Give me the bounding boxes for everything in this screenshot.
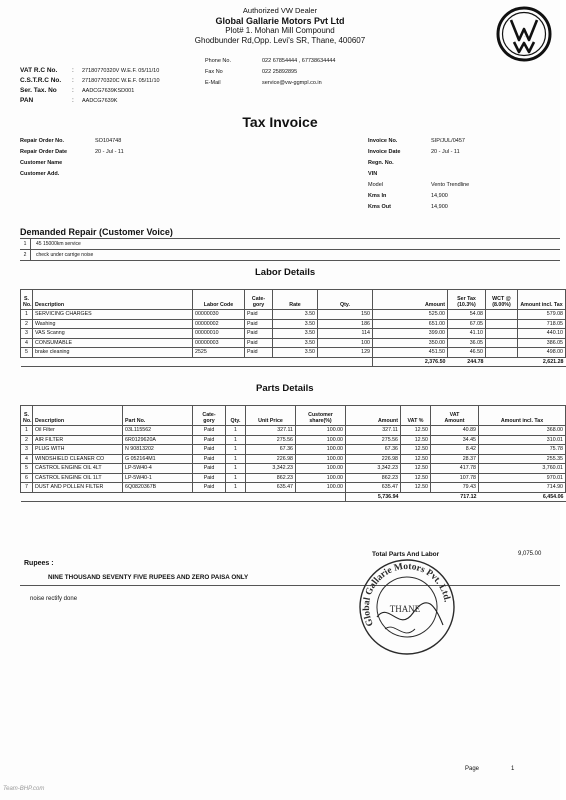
invoice-title: Tax Invoice — [242, 114, 318, 130]
empty-cell — [33, 492, 123, 502]
cell-unit-price: 67.36 — [246, 445, 296, 455]
empty-cell — [193, 357, 245, 367]
cell-ser-tax: 41.10 — [448, 329, 486, 339]
tax-id-label: VAT R.C No. — [20, 67, 58, 74]
labor-header-row — [21, 290, 566, 310]
cell-category: Paid — [193, 435, 226, 445]
cell-customer-share: 100.00 — [296, 454, 346, 464]
cell-labor-code: 00000010 — [193, 329, 245, 339]
col-part-no: Part No. — [123, 406, 193, 426]
empty-cell — [123, 492, 193, 502]
cell-vat-amount: 417.78 — [431, 464, 479, 474]
cell-category: Paid — [193, 464, 226, 474]
col-sno: S. No. — [21, 290, 33, 310]
cell-amount: 275.56 — [346, 435, 401, 445]
cell-category: Paid — [193, 426, 226, 436]
cell-description: PLUG WITH — [33, 445, 123, 455]
cell-sno: 7 — [21, 483, 33, 493]
meta-value: 14,900 — [431, 193, 448, 199]
cell-vat-pct: 12.50 — [401, 435, 431, 445]
col-description: Description — [33, 290, 193, 310]
cell-amount: 399.00 — [373, 329, 448, 339]
cell-unit-price: 3,342.23 — [246, 464, 296, 474]
cell-customer-share: 100.00 — [296, 483, 346, 493]
col-amount-incl-tax: Amount incl. Tax — [479, 406, 566, 426]
cell-qty: 1 — [226, 426, 246, 436]
cell-rate: 3.50 — [273, 329, 318, 339]
parts-details-title: Parts Details — [256, 383, 314, 394]
tax-id-value: 27180770320V W.E.F. 05/11/10 — [82, 68, 160, 74]
meta-value: SO104748 — [95, 138, 122, 144]
table-row — [21, 473, 566, 483]
cell-part-no: LP-5W40-1 — [123, 473, 193, 483]
divider — [20, 585, 560, 586]
cell-vat-pct: 12.50 — [401, 473, 431, 483]
cell-part-no: 6Q0820367B — [123, 483, 193, 493]
cell-sno: 3 — [21, 329, 33, 339]
cell-unit-price: 327.11 — [246, 426, 296, 436]
cell-description: Oil Filter — [33, 426, 123, 436]
meta-label: Kms Out — [368, 204, 391, 210]
cell-ser-tax: 36.05 — [448, 338, 486, 348]
cell-description: SERVICING CHARGES — [33, 310, 193, 320]
cell-unit-price: 635.47 — [246, 483, 296, 493]
address-line-2: Ghodbunder Rd,Opp. Levi's SR, Thane, 400607 — [194, 36, 366, 45]
vw-logo-icon — [496, 6, 552, 62]
contact-label: E-Mail — [205, 80, 221, 86]
amount-in-words: NINE THOUSAND SEVENTY FIVE RUPEES AND ZERO PAISA ONLY — [48, 574, 249, 581]
cell-part-no: LP-5W40-4 — [123, 464, 193, 474]
cell-wct — [486, 319, 518, 329]
meta-row — [20, 136, 124, 147]
address-line-1: Plot# 1. Mohan Mill Compound — [225, 26, 335, 35]
cell-amount: 651.00 — [373, 319, 448, 329]
meta-label: Repair Order Date — [20, 149, 68, 155]
item-no: 2 — [20, 250, 31, 260]
empty-cell — [246, 492, 296, 502]
tax-id-row: VAT R.C No. : 27180770320V W.E.F. 05/11/10 — [20, 67, 160, 74]
meta-value: 20 - Jul - 11 — [95, 149, 124, 155]
cell-labor-code: 00000003 — [193, 338, 245, 348]
meta-label: Model — [368, 182, 383, 188]
cell-qty: 1 — [226, 435, 246, 445]
cell-description: DUST AND POLLEN FILTER — [33, 483, 123, 493]
cell-part-no: N 90813202 — [123, 445, 193, 455]
cell-labor-code: 00000030 — [193, 310, 245, 320]
dealer-header — [0, 6, 560, 46]
company-stamp-icon — [355, 555, 459, 659]
cell-customer-share: 100.00 — [296, 473, 346, 483]
cell-unit-price: 226.98 — [246, 454, 296, 464]
cell-amount-incl-tax: 368.00 — [479, 426, 566, 436]
contact-value: 022 67854444 , 67738634444 — [262, 58, 336, 64]
cell-wct — [486, 348, 518, 358]
cell-amount-incl-tax: 255.35 — [479, 454, 566, 464]
col-ser-tax: Ser Tax (10.3%) — [448, 290, 486, 310]
tax-id-row: Ser. Tax. No : AADCG7639KSD001 — [20, 87, 135, 94]
table-row — [21, 329, 566, 339]
col-sno: S. No. — [21, 406, 33, 426]
empty-cell — [245, 357, 273, 367]
order-meta — [20, 136, 124, 180]
col-category: Cate- gory — [245, 290, 273, 310]
meta-label: Invoice Date — [368, 149, 401, 155]
parts-total-vat: 717.12 — [431, 492, 479, 502]
cell-sno: 5 — [21, 348, 33, 358]
meta-row — [20, 169, 124, 180]
labor-total-amount: 2,376.50 — [373, 357, 448, 367]
list-item — [20, 250, 560, 261]
contact-row-email — [205, 78, 335, 89]
cell-sno: 4 — [21, 454, 33, 464]
meta-row — [368, 136, 469, 147]
cell-qty: 1 — [226, 464, 246, 474]
cell-part-no: 03L115562 — [123, 426, 193, 436]
labor-total-incl-tax: 2,621.28 — [518, 357, 566, 367]
cell-vat-amount: 8.42 — [431, 445, 479, 455]
empty-cell — [486, 357, 518, 367]
cell-vat-pct: 12.50 — [401, 445, 431, 455]
cell-amount: 226.98 — [346, 454, 401, 464]
cell-amount-incl-tax: 714.90 — [479, 483, 566, 493]
col-rate: Rate — [273, 290, 318, 310]
meta-label: Customer Name — [20, 160, 63, 166]
parts-total-amount: 5,736.94 — [346, 492, 401, 502]
col-qty: Qty. — [226, 406, 246, 426]
stamp-center-text: THANE — [389, 604, 421, 614]
cell-amount: 350.00 — [373, 338, 448, 348]
meta-row — [368, 158, 469, 169]
cell-vat-amount: 107.78 — [431, 473, 479, 483]
cell-vat-amount: 40.89 — [431, 426, 479, 436]
col-description: Description — [33, 406, 123, 426]
stamp-ring-text: Global Gallarie Motors Pvt. Ltd. — [361, 561, 452, 628]
page-label: Page — [465, 766, 480, 772]
company-name: Global Gallarie Motors Pvt Ltd — [215, 16, 345, 26]
cell-description: CONSUMABLE — [33, 338, 193, 348]
tax-id-value: 27180770320C W.E.F. 05/11/10 — [82, 78, 160, 84]
cell-wct — [486, 329, 518, 339]
cell-rate: 3.50 — [273, 348, 318, 358]
contact-row-fax — [205, 67, 335, 78]
cell-labor-code: 00000002 — [193, 319, 245, 329]
meta-label: Regn. No. — [368, 160, 394, 166]
meta-value: Vento Trendline — [431, 182, 470, 188]
remark-note: noise rectify done — [30, 596, 78, 602]
cell-vat-pct: 12.50 — [401, 426, 431, 436]
meta-value: 20 - Jul - 11 — [431, 149, 460, 155]
parts-table — [20, 405, 566, 502]
parts-total-incl-tax: 6,454.06 — [479, 492, 566, 502]
col-vat-amount: VAT Amount — [431, 406, 479, 426]
cell-amount-incl-tax: 75.78 — [479, 445, 566, 455]
cell-category: Paid — [193, 445, 226, 455]
tax-id-value: AADCG7639K — [82, 98, 118, 104]
cell-amount-incl-tax: 3,760.01 — [479, 464, 566, 474]
table-row — [21, 338, 566, 348]
meta-row — [368, 147, 469, 158]
tax-id-row: PAN : AADCG7639K — [20, 97, 118, 104]
cell-wct — [486, 338, 518, 348]
col-customer-share: Customer share(%) — [296, 406, 346, 426]
cell-customer-share: 100.00 — [296, 464, 346, 474]
cell-qty: 150 — [318, 310, 373, 320]
tax-id-label: C.S.T.R.C No. — [20, 77, 62, 84]
meta-value: 14,900 — [431, 204, 448, 210]
cell-part-no: G 052164M1 — [123, 454, 193, 464]
cell-sno: 6 — [21, 473, 33, 483]
table-row — [21, 426, 566, 436]
cell-amount-incl-tax: 970.01 — [479, 473, 566, 483]
tax-ids-block — [20, 66, 160, 106]
cell-ser-tax: 54.08 — [448, 310, 486, 320]
cell-amount: 635.47 — [346, 483, 401, 493]
cell-vat-pct: 12.50 — [401, 483, 431, 493]
cell-amount: 525.00 — [373, 310, 448, 320]
cell-amount: 3,342.23 — [346, 464, 401, 474]
cell-description: CASTROL ENGINE OIL 4LT — [33, 464, 123, 474]
cell-unit-price: 275.56 — [246, 435, 296, 445]
cell-category: Paid — [193, 473, 226, 483]
meta-row — [368, 180, 469, 191]
meta-row — [20, 147, 124, 158]
list-item — [20, 239, 560, 250]
cell-qty: 1 — [226, 454, 246, 464]
cell-sno: 2 — [21, 435, 33, 445]
empty-cell — [21, 357, 33, 367]
empty-cell — [21, 492, 33, 502]
demanded-repair-list — [20, 238, 560, 261]
cell-description: VAS Scanng — [33, 329, 193, 339]
meta-row — [368, 191, 469, 202]
cell-qty: 1 — [226, 445, 246, 455]
cell-ser-tax: 67.05 — [448, 319, 486, 329]
cell-sno: 5 — [21, 464, 33, 474]
cell-sno: 1 — [21, 310, 33, 320]
labor-details-title: Labor Details — [255, 267, 316, 278]
contact-block — [205, 56, 335, 89]
meta-label: Customer Add. — [20, 171, 60, 177]
cell-vat-amount: 34.45 — [431, 435, 479, 445]
item-text: 45 15000km service — [36, 241, 81, 247]
cell-qty: 114 — [318, 329, 373, 339]
cell-rate: 3.50 — [273, 310, 318, 320]
cell-category: Paid — [193, 483, 226, 493]
contact-label: Phone No. — [205, 58, 231, 64]
item-no: 1 — [20, 239, 31, 249]
col-category: Cate- gory — [193, 406, 226, 426]
table-row — [21, 435, 566, 445]
invoice-meta — [368, 136, 469, 213]
dealer-line: Authorized VW Dealer — [242, 6, 318, 15]
total-parts-labor-label: Total Parts And Labor — [372, 551, 440, 558]
labor-total-row — [21, 357, 566, 367]
cell-sno: 3 — [21, 445, 33, 455]
empty-cell — [318, 357, 373, 367]
table-row — [21, 454, 566, 464]
empty-cell — [193, 492, 226, 502]
contact-label: Fax No — [205, 69, 223, 75]
cell-amount-incl-tax: 310.01 — [479, 435, 566, 445]
col-amount-incl-tax: Amount incl. Tax — [518, 290, 566, 310]
cell-description: brake cleaning — [33, 348, 193, 358]
tax-id-label: Ser. Tax. No — [20, 87, 57, 94]
cell-sno: 4 — [21, 338, 33, 348]
contact-value: 022 25892895 — [262, 69, 298, 75]
cell-sno: 2 — [21, 319, 33, 329]
table-row — [21, 348, 566, 358]
cell-qty: 186 — [318, 319, 373, 329]
col-qty: Qty. — [318, 290, 373, 310]
cell-description: WINDSHIELD CLEANER CO — [33, 454, 123, 464]
cell-category: Paid — [245, 319, 273, 329]
table-row — [21, 464, 566, 474]
rupees-label: Rupees : — [24, 560, 54, 567]
cell-description: Washing — [33, 319, 193, 329]
cell-part-no: 6R0129620A — [123, 435, 193, 445]
empty-cell — [226, 492, 246, 502]
table-row — [21, 310, 566, 320]
col-unit-price: Unit Price — [246, 406, 296, 426]
cell-category: Paid — [245, 338, 273, 348]
cell-vat-amount: 79.43 — [431, 483, 479, 493]
contact-value: service@vw-ggmpl.co.in — [262, 80, 322, 86]
cell-ser-tax: 46.50 — [448, 348, 486, 358]
parts-header-row — [21, 406, 566, 426]
page-number: 1 — [511, 766, 515, 772]
tax-id-value: AADCG7639KSD001 — [82, 88, 135, 94]
cell-category: Paid — [193, 454, 226, 464]
watermark: Team-BHP.com — [3, 786, 45, 792]
table-row — [21, 319, 566, 329]
empty-cell — [401, 492, 431, 502]
cell-amount-incl-tax: 386.05 — [518, 338, 566, 348]
cell-category: Paid — [245, 329, 273, 339]
cell-category: Paid — [245, 348, 273, 358]
cell-amount-incl-tax: 440.10 — [518, 329, 566, 339]
empty-cell — [273, 357, 318, 367]
labor-total-tax: 244.78 — [448, 357, 486, 367]
meta-row — [20, 158, 124, 169]
cell-customer-share: 100.00 — [296, 435, 346, 445]
cell-customer-share: 100.00 — [296, 426, 346, 436]
cell-wct — [486, 310, 518, 320]
cell-amount-incl-tax: 718.05 — [518, 319, 566, 329]
cell-vat-pct: 12.50 — [401, 464, 431, 474]
vw-logo-text: VW — [524, 37, 526, 38]
col-labor-code: Labor Code — [193, 290, 245, 310]
table-row — [21, 445, 566, 455]
cell-description: AIR FILTER — [33, 435, 123, 445]
col-wct: WCT @ (8.00%) — [486, 290, 518, 310]
cell-labor-code: 2525 — [193, 348, 245, 358]
labor-table — [20, 289, 566, 367]
cell-category: Paid — [245, 310, 273, 320]
cell-qty: 1 — [226, 483, 246, 493]
cell-description: CASTROL ENGINE OIL 1LT — [33, 473, 123, 483]
col-amount: Amount — [373, 290, 448, 310]
meta-row — [368, 169, 469, 180]
table-row — [21, 483, 566, 493]
cell-qty: 1 — [226, 473, 246, 483]
meta-row — [368, 202, 469, 213]
cell-sno: 1 — [21, 426, 33, 436]
demanded-repair-title: Demanded Repair (Customer Voice) — [20, 227, 173, 237]
cell-amount: 451.50 — [373, 348, 448, 358]
meta-label: VIN — [368, 171, 378, 177]
empty-cell — [33, 357, 193, 367]
cell-vat-amount: 28.37 — [431, 454, 479, 464]
tax-id-row: C.S.T.R.C No. : 27180770320C W.E.F. 05/11/10 — [20, 77, 160, 84]
parts-total-row — [21, 492, 566, 502]
meta-label: Invoice No. — [368, 138, 398, 144]
cell-amount: 862.23 — [346, 473, 401, 483]
cell-unit-price: 862.23 — [246, 473, 296, 483]
cell-qty: 129 — [318, 348, 373, 358]
cell-amount: 67.36 — [346, 445, 401, 455]
cell-amount-incl-tax: 498.00 — [518, 348, 566, 358]
cell-vat-pct: 12.50 — [401, 454, 431, 464]
total-parts-labor-value: 9,075.00 — [518, 551, 542, 557]
tax-id-label: PAN — [20, 97, 34, 104]
empty-cell — [296, 492, 346, 502]
cell-customer-share: 100.00 — [296, 445, 346, 455]
meta-label: Kms In — [368, 193, 387, 199]
cell-rate: 3.50 — [273, 319, 318, 329]
col-amount: Amount — [346, 406, 401, 426]
item-text: check under carrige noise — [36, 252, 94, 258]
cell-qty: 100 — [318, 338, 373, 348]
contact-row-phone — [205, 56, 335, 67]
cell-amount: 327.11 — [346, 426, 401, 436]
meta-label: Repair Order No. — [20, 138, 65, 144]
col-vat-pct: VAT % — [401, 406, 431, 426]
cell-amount-incl-tax: 579.08 — [518, 310, 566, 320]
meta-value: SIP/JUL/0457 — [431, 138, 465, 144]
cell-rate: 3.50 — [273, 338, 318, 348]
